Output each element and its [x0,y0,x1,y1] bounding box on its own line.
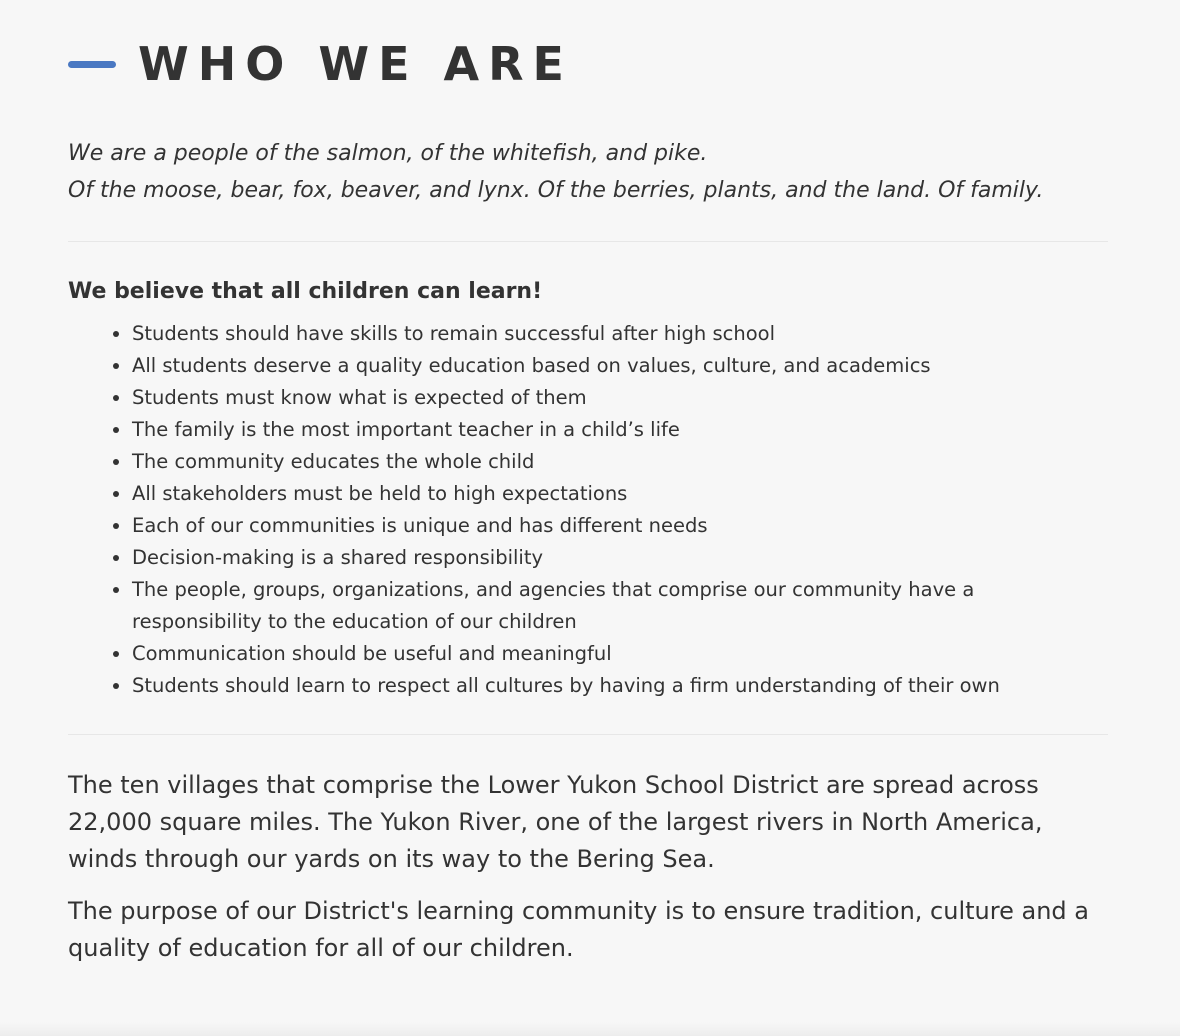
belief-item: • Students must know what is expected of them [132,382,1108,414]
belief-item: • Each of our communities is unique and has different needs [132,510,1108,542]
belief-item: • Students should have skills to remain successful after high school [132,318,1108,350]
district-paragraph-2: The purpose of our District's learning community is to ensure tradition, culture and a quality of education for all of our children. [68,897,1089,962]
belief-item: • The people, groups, organizations, and agencies that comprise our community have a responsibility to the education of our children [132,574,1108,638]
divider [68,734,1108,735]
section-heading [68,33,1108,95]
beliefs-heading: We believe that all children can learn! [68,279,543,304]
belief-item: • All students deserve a quality education based on values, culture, and academics [132,350,1108,382]
divider [68,241,1108,242]
intro-line-1: We are a people of the salmon, of the whitefish, and pike. [68,141,708,166]
belief-item: • All stakeholders must be held to high expectations [132,478,1108,510]
belief-item: • The family is the most important teacher in a child’s life [132,414,1108,446]
section-title: WHO WE ARE [138,37,573,91]
belief-item: • Students should learn to respect all cultures by having a firm understanding of their own [132,670,1108,702]
belief-item: • The community educates the whole child [132,446,1108,478]
heading-accent-bar [68,61,116,68]
beliefs-list [68,318,1108,702]
intro-line-2: Of the moose, bear, fox, beaver, and lynx. Of the berries, plants, and the land. Of family. [68,178,1044,203]
district-paragraph-1: The ten villages that comprise the Lower Yukon School District are spread across 22,000 square miles. The Yukon River, one of the largest rivers in North America, winds through our yards on its way to the Bering Sea. [68,771,1043,873]
footer-shadow [0,1022,1180,1036]
belief-item: • Communication should be useful and meaningful [132,638,1108,670]
who-we-are-section [68,0,1108,982]
district-description [68,767,1108,967]
belief-item: • Decision-making is a shared responsibility [132,542,1108,574]
intro-verse [68,135,1108,209]
